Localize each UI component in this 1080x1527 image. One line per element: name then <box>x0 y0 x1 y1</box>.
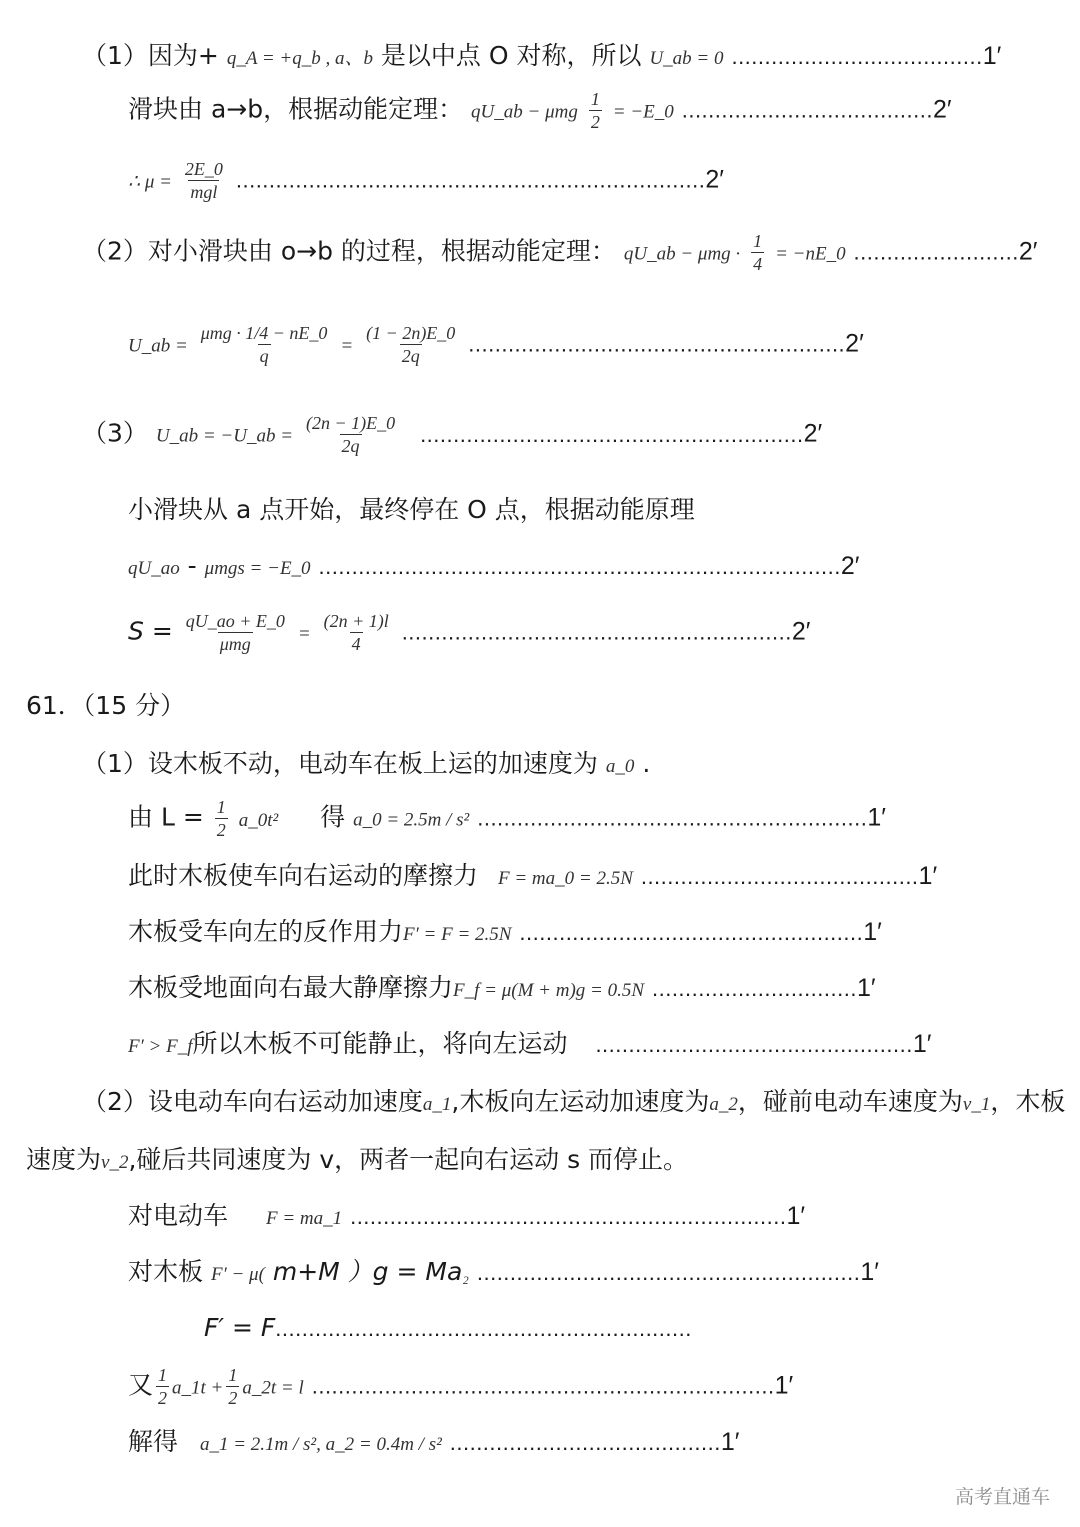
formula: F_f = μ(M + m)g = 0.5N <box>453 980 645 1001</box>
score: 2′ <box>845 329 864 358</box>
leader-dots: ........................................................... <box>477 805 868 831</box>
formula: U_ab = −U_ab = <box>155 425 294 447</box>
denominator: μmg <box>219 634 251 654</box>
score: 2′ <box>1018 237 1038 266</box>
formula: a_0t² <box>238 809 279 831</box>
leader-dots: ......................................... <box>449 1430 721 1455</box>
line-12 <box>128 796 886 841</box>
text: m+M ）g = Ma <box>264 1257 463 1286</box>
line-21 <box>204 1308 692 1349</box>
fraction <box>226 1364 239 1409</box>
denominator: 2 <box>216 820 226 840</box>
formula: q_A = +q_b , a、b <box>226 48 373 69</box>
denominator: 2q <box>401 346 420 366</box>
formula: a_2 <box>709 1094 738 1115</box>
text: ,碰后共同速度为 v，两者一起向右运动 s 而停止。 <box>128 1145 689 1174</box>
leader-dots: ...................................................................... <box>311 1373 775 1399</box>
numerator: qU_ao + E_0 <box>185 611 285 631</box>
denominator: 2 <box>228 1388 238 1408</box>
line-17 <box>82 1082 1065 1125</box>
leader-dots: ...................................... <box>681 97 933 123</box>
leader-dots: ............................................................... <box>275 1316 692 1341</box>
numerator: 1 <box>228 1365 238 1385</box>
text: ，碰前电动车速度为 <box>737 1087 963 1116</box>
text: 对电动车 <box>128 1201 229 1230</box>
leader-dots: .................................................... <box>519 920 864 945</box>
text: F′ = F <box>204 1313 276 1342</box>
formula: U_ab = 0 <box>649 48 724 69</box>
formula: F′ > F_f <box>128 1036 193 1057</box>
formula: a_0 <box>605 756 635 777</box>
formula: qU_ab − μmg · <box>623 243 741 265</box>
leader-dots: ............................... <box>651 976 857 1001</box>
formula: F = ma_0 = 2.5N <box>497 868 633 889</box>
line-7 <box>128 490 695 530</box>
text: （2）对小滑块由 o→b 的过程，根据动能定理： <box>82 236 616 266</box>
fraction <box>304 412 397 457</box>
line-16 <box>128 1024 931 1067</box>
text: 由 L = <box>128 802 204 832</box>
text: 木板受地面向右最大静摩擦力 <box>128 973 454 1002</box>
text: 解得 <box>128 1427 179 1456</box>
formula: μmgs = −E_0 <box>204 558 311 579</box>
score: 1′ <box>786 1202 806 1230</box>
numerator: 1 <box>753 231 763 251</box>
text: （2）设电动车向右运动加速度 <box>82 1087 423 1116</box>
score: 2′ <box>705 165 724 194</box>
line-3 <box>128 158 724 203</box>
numerator: 1 <box>158 1365 168 1385</box>
score: 1′ <box>863 918 882 946</box>
text: S = <box>128 616 173 646</box>
numerator: (1 − 2n)E_0 <box>366 323 456 343</box>
denominator: 4 <box>351 634 361 654</box>
denominator: mgl <box>190 182 218 202</box>
fraction <box>751 230 764 275</box>
leader-dots: .......................................................... <box>420 421 804 447</box>
text: 对木板 <box>128 1257 204 1286</box>
formula: F′ = F = 2.5N <box>403 924 512 945</box>
numerator: 1 <box>216 797 226 817</box>
formula: = <box>340 335 354 357</box>
formula: = −E_0 <box>612 101 674 123</box>
line-15 <box>128 968 876 1011</box>
line-23 <box>128 1422 739 1465</box>
text: 得 <box>320 802 346 832</box>
text: （3） <box>82 418 148 448</box>
formula: a_1 <box>422 1094 452 1115</box>
line-22 <box>128 1364 793 1409</box>
numerator: 1 <box>590 89 600 109</box>
line-20 <box>128 1252 879 1295</box>
numerator: (2n + 1)l <box>323 611 389 631</box>
line-6 <box>82 412 822 457</box>
formula: qU_ab − μmg <box>471 101 578 123</box>
score: 2′ <box>803 419 823 448</box>
formula: v_2 <box>101 1152 129 1173</box>
formula: F′ − μ( <box>210 1264 265 1285</box>
leader-dots: ........................................................... <box>401 619 792 645</box>
formula: U_ab = <box>128 335 188 357</box>
fraction <box>199 322 330 367</box>
score: 1′ <box>918 862 938 890</box>
denominator: 4 <box>753 254 763 274</box>
fraction <box>156 1364 169 1409</box>
score: 2′ <box>933 95 952 124</box>
text: - <box>179 551 205 580</box>
denominator: q <box>259 346 269 366</box>
text: 是以中点 O 对称，所以 <box>380 41 642 70</box>
score: 1′ <box>982 42 1002 70</box>
fraction <box>364 322 457 367</box>
text: 木板受车向左的反作用力 <box>128 917 404 946</box>
leader-dots: ......................... <box>853 239 1019 265</box>
score: 1′ <box>867 803 886 832</box>
score: 2′ <box>791 617 811 646</box>
score: 1′ <box>860 1258 879 1286</box>
line-14 <box>128 912 882 955</box>
text: （1）因为+ <box>82 41 219 70</box>
leader-dots: ............................................................................... <box>318 554 841 579</box>
line-4 <box>82 230 1037 275</box>
formula: v_1 <box>962 1094 991 1115</box>
formula: F = ma_1 <box>265 1208 343 1229</box>
line-2 <box>128 88 952 133</box>
formula: a_0 = 2.5m / s² <box>353 809 470 831</box>
formula: ₂ <box>462 1264 469 1285</box>
leader-dots: ...................................... <box>731 44 983 69</box>
text: 速度为 <box>26 1145 102 1174</box>
text: 滑块由 a→b，根据动能定理： <box>128 94 464 124</box>
line-11 <box>82 744 650 787</box>
score: 1′ <box>720 1428 740 1456</box>
question-number <box>26 686 185 726</box>
formula: qU_ao <box>128 558 180 579</box>
formula: ∴ μ = <box>128 171 172 193</box>
text: 所以木板不可能静止，将向左运动 <box>192 1029 568 1058</box>
text: ，木板 <box>990 1087 1066 1116</box>
line-1 <box>82 36 1001 79</box>
line-8 <box>128 546 859 589</box>
text: 61．（15 分） <box>26 691 186 720</box>
numerator: 2E_0 <box>184 159 223 179</box>
numerator: μmg · 1/4 − nE_0 <box>200 323 328 343</box>
text: 小滑块从 a 点开始，最终停在 O 点，根据动能原理 <box>128 495 695 524</box>
text: （1）设木板不动，电动车在板上运的加速度为 <box>82 749 598 778</box>
leader-dots: .......................................... <box>640 864 919 889</box>
leader-dots: ................................................ <box>595 1032 913 1057</box>
line-18 <box>26 1140 688 1183</box>
line-9 <box>128 610 810 655</box>
fraction <box>183 158 225 203</box>
score: 1′ <box>856 974 876 1002</box>
fraction <box>589 88 602 133</box>
fraction <box>184 610 287 655</box>
denominator: 2q <box>341 436 360 456</box>
denominator: 2 <box>590 112 600 132</box>
watermark: 高考直通车 <box>954 1486 1050 1508</box>
formula: = <box>297 623 311 645</box>
score: 1′ <box>774 1371 794 1400</box>
formula: a_1t + <box>172 1377 224 1399</box>
leader-dots: ....................................................................... <box>235 167 706 193</box>
text: . <box>642 749 651 778</box>
leader-dots: ......................................................... <box>468 331 846 357</box>
formula: = −nE_0 <box>775 243 846 265</box>
formula: a_1 = 2.1m / s², a_2 = 0.4m / s² <box>199 1434 442 1455</box>
line-13 <box>128 856 937 899</box>
line-19 <box>128 1196 805 1239</box>
text: 此时木板使车向右运动的摩擦力 <box>128 861 479 890</box>
formula: a_2t = l <box>242 1377 304 1399</box>
fraction <box>215 796 228 841</box>
score: 1′ <box>912 1030 932 1058</box>
leader-dots: .................................................................. <box>350 1204 787 1229</box>
leader-dots: .......................................................... <box>476 1260 861 1285</box>
line-5 <box>128 322 864 367</box>
numerator: (2n − 1)E_0 <box>305 413 396 433</box>
text: ,木板向左运动加速度为 <box>451 1087 710 1116</box>
denominator: 2 <box>158 1388 168 1408</box>
score: 2′ <box>840 552 860 580</box>
text: 又 <box>128 1370 154 1400</box>
fraction <box>322 610 391 655</box>
